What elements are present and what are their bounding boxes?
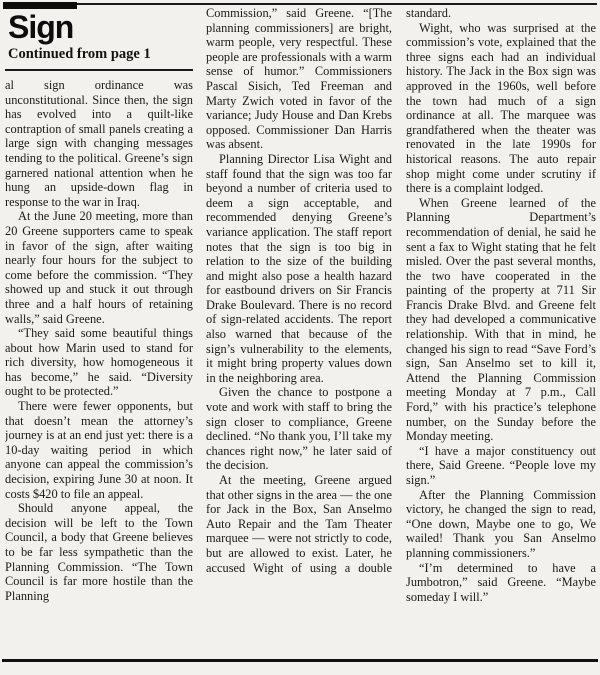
paragraph: “I have a major constituency out there, Said Greene. “People love my sign.”	[406, 443, 596, 487]
paragraph: “I’m determined to have a Jumbotron,” said Greene. “Maybe someday I will.”	[406, 560, 596, 604]
paragraph: al sign ordinance was unconstitutional. Since then, the sign has evolved into a quilt-like contraption of small panels creating a large sign with changing messages tending to the political. Greene’s sign garnered national attention when he hung an upside-down flag in response to the war in Iraq.	[5, 78, 193, 209]
paragraph: Wight, who was surprised at the commission’s vote, explained that the three signs each had an individual history. The Jack in the Box sign was approved in the 1960s, well before the town had much of a sign ordinance at all. The marquee was grandfathered when the theater was renovated in the late 1990s for historical reasons. The auto repair shop might come under scrutiny if there is a complaint lodged.	[406, 20, 596, 196]
article-end-rule	[2, 659, 598, 662]
paragraph: Given the chance to postpone a vote and work with staff to bring the sign closer to compliance, Greene declined. “No thank you, I’ll take my chances right now,” he later said of the decision.	[206, 385, 392, 473]
paragraph: “They said some beautiful things about how Marin used to stand for rich diversity, how homogeneous it has become,” he said. “Diversity ought to be protected.”	[5, 326, 193, 399]
article-column-3	[406, 6, 596, 658]
paragraph: At the meeting, Greene argued that other signs in the area — the one for Jack in the Box, San Anselmo Auto Repair and the Tam Theater marquee — were not strictly to code, but are allowed to exist. Later, he accused Wight of using a double	[206, 473, 392, 575]
article-column-2	[206, 6, 392, 658]
paragraph: Commission,” said Greene. “[The planning commissioners] are bright, warm people, very respectful. These people are professionals with a warm sense of humor.” Commissioners Pascal Sisich, Ted Freeman and Marty Zwich voted in favor of the variance; Judy House and Dan Krebs opposed. Commissioner Dan Harris was absent.	[206, 6, 392, 152]
continued-from-label: Continued from page 1	[8, 46, 151, 62]
paragraph: There were fewer opponents, but that doesn’t mean the attorney’s journey is at an end just yet: there is a 10-day waiting period in which anyone can appeal the commission’s decision, expiring June 30 at noon. It costs $420 to file an appeal.	[5, 399, 193, 501]
article-headline: Sign	[8, 9, 74, 45]
paragraph: standard.	[406, 6, 452, 20]
headline-divider-rule	[5, 69, 193, 71]
paragraph: After the Planning Commission victory, he changed the sign to read, “One down, Maybe one to go, We wailed! Thank you San Anselmo planning commissioners.”	[406, 487, 596, 560]
paragraph: Planning Director Lisa Wight and staff found that the sign was too far beyond a number of criteria used to deem a sign acceptable, and recommended denying Greene’s variance application. The staff report notes that the sign is too big in relation to the size of the building and might also pose a health hazard for eastbound drivers on Sir Francis Drake Boulevard. There is no record of sign-related accidents. The report also warned that because of the sign’s vulnerability to the elements, it might bring property values down in the neighboring area.	[206, 151, 392, 385]
paragraph: Should anyone appeal, the decision will be left to the Town Council, a body that Greene believes to be far less sympathetic than the Planning Commission. “The Town Council is far more hostile than the Planning	[5, 501, 193, 603]
paragraph: At the June 20 meeting, more than 20 Greene supporters came to speak in favor of the sign, after waiting nearly four hours for the subject to come before the commission. “They showed up and stuck it out through three and a half hours of retaining walls,” said Greene.	[5, 209, 193, 326]
paragraph: When Greene learned of the Planning Department’s recommendation of denial, he said he sent a fax to Wight stating that he felt misled. Over the past several months, the two have cooperated in the painting of the property at 711 Sir Francis Drake Blvd. and Greene felt they had developed a communicative relationship. With that in mind, he changed his sign to read “Save Ford’s sign, San Anselmo set to kill it, Attend the Planning Commission meeting Monday at 7 p.m., Call Ford,” with his practice’s telephone number, on the Sunday before the Monday meeting.	[406, 195, 596, 444]
article-column-1	[5, 2, 193, 654]
